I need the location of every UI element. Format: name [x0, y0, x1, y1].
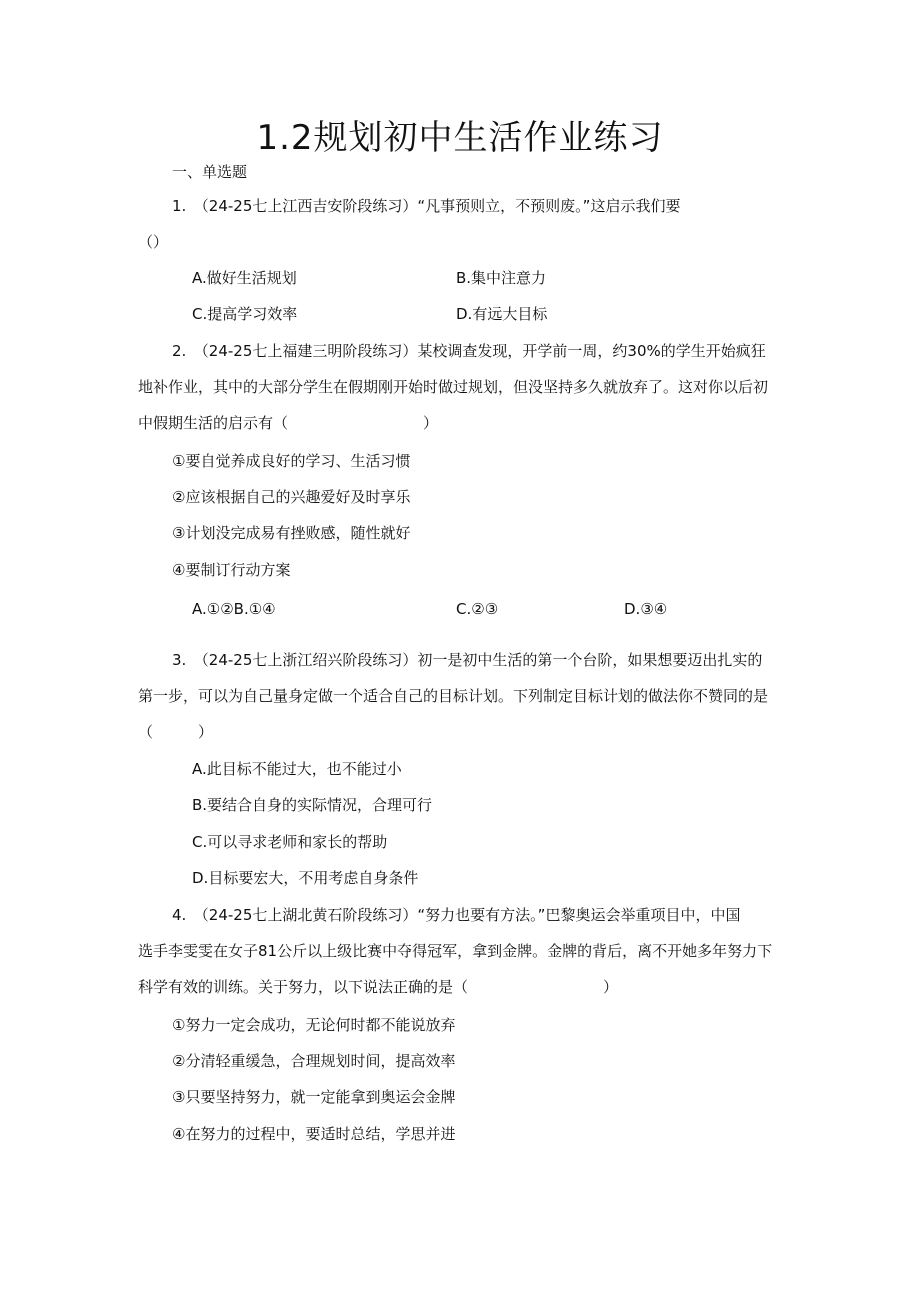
q2-item-1: ①要自觉养成良好的学习、生活习惯 — [172, 452, 411, 470]
q2-option-ab: A.①②B.①④ — [192, 600, 276, 618]
q1-stem-line2: （） — [138, 233, 169, 251]
q4-item-3: ③只要坚持努力，就一定能拿到奥运会金牌 — [172, 1088, 456, 1106]
q2-item-4: ④要制订行动方案 — [172, 561, 291, 579]
q3-stem-line3: （ ） — [138, 723, 214, 741]
q2-stem-line1: 2. （24-25七上福建三明阶段练习）某校调查发现，开学前一周，约30%的学生开始疯狂 — [172, 342, 766, 360]
q1-option-a: A.做好生活规划 — [192, 269, 297, 287]
q4-stem-line3: 科学有效的训练。关于努力，以下说法正确的是（ ） — [138, 978, 619, 996]
page-title: 1.2规划初中生活作业练习 — [256, 118, 664, 158]
q3-option-b: B.要结合自身的实际情况，合理可行 — [192, 796, 433, 814]
q4-item-2: ②分清轻重缓急，合理规划时间，提高效率 — [172, 1052, 456, 1070]
q2-item-2: ②应该根据自己的兴趣爱好及时享乐 — [172, 488, 411, 506]
q4-stem-line2: 选手李雯雯在女子81公斤以上级比赛中夺得冠军，拿到金牌。金牌的背后，离不开她多年努力下 — [138, 942, 773, 960]
q1-option-c: C.提高学习效率 — [192, 305, 298, 323]
q2-stem-line2: 地补作业，其中的大部分学生在假期刚开始时做过规划，但没坚持多久就放弃了。这对你以后初 — [138, 378, 769, 396]
q3-option-c: C.可以寻求老师和家长的帮助 — [192, 833, 388, 851]
q2-option-d: D.③④ — [624, 600, 668, 618]
q3-stem-line1: 3. （24-25七上浙江绍兴阶段练习）初一是初中生活的第一个台阶，如果想要迈出扎实的 — [172, 651, 763, 669]
q4-stem-line1: 4. （24-25七上湖北黄石阶段练习）“努力也要有方法。”巴黎奥运会举重项目中，中国 — [172, 906, 741, 924]
q2-option-c: C.②③ — [456, 600, 499, 618]
q2-item-3: ③计划没完成易有挫败感，随性就好 — [172, 524, 411, 542]
q1-stem-line1: 1. （24-25七上江西吉安阶段练习）“凡事预则立，不预则废。”这启示我们要 — [172, 197, 681, 215]
q4-item-1: ①努力一定会成功，无论何时都不能说放弃 — [172, 1016, 456, 1034]
q3-option-d: D.目标要宏大，不用考虑自身条件 — [192, 869, 419, 887]
q4-item-4: ④在努力的过程中，要适时总结，学思并进 — [172, 1125, 456, 1143]
q2-stem-line3: 中假期生活的启示有（ ） — [138, 414, 439, 432]
q1-option-b: B.集中注意力 — [456, 269, 547, 287]
q3-option-a: A.此目标不能过大，也不能过小 — [192, 760, 402, 778]
q1-option-d: D.有远大目标 — [456, 305, 548, 323]
q3-stem-line2: 第一步，可以为自己量身定做一个适合自己的目标计划。下列制定目标计划的做法你不赞同的是 — [138, 687, 769, 705]
section-heading: 一、单选题 — [172, 163, 248, 181]
